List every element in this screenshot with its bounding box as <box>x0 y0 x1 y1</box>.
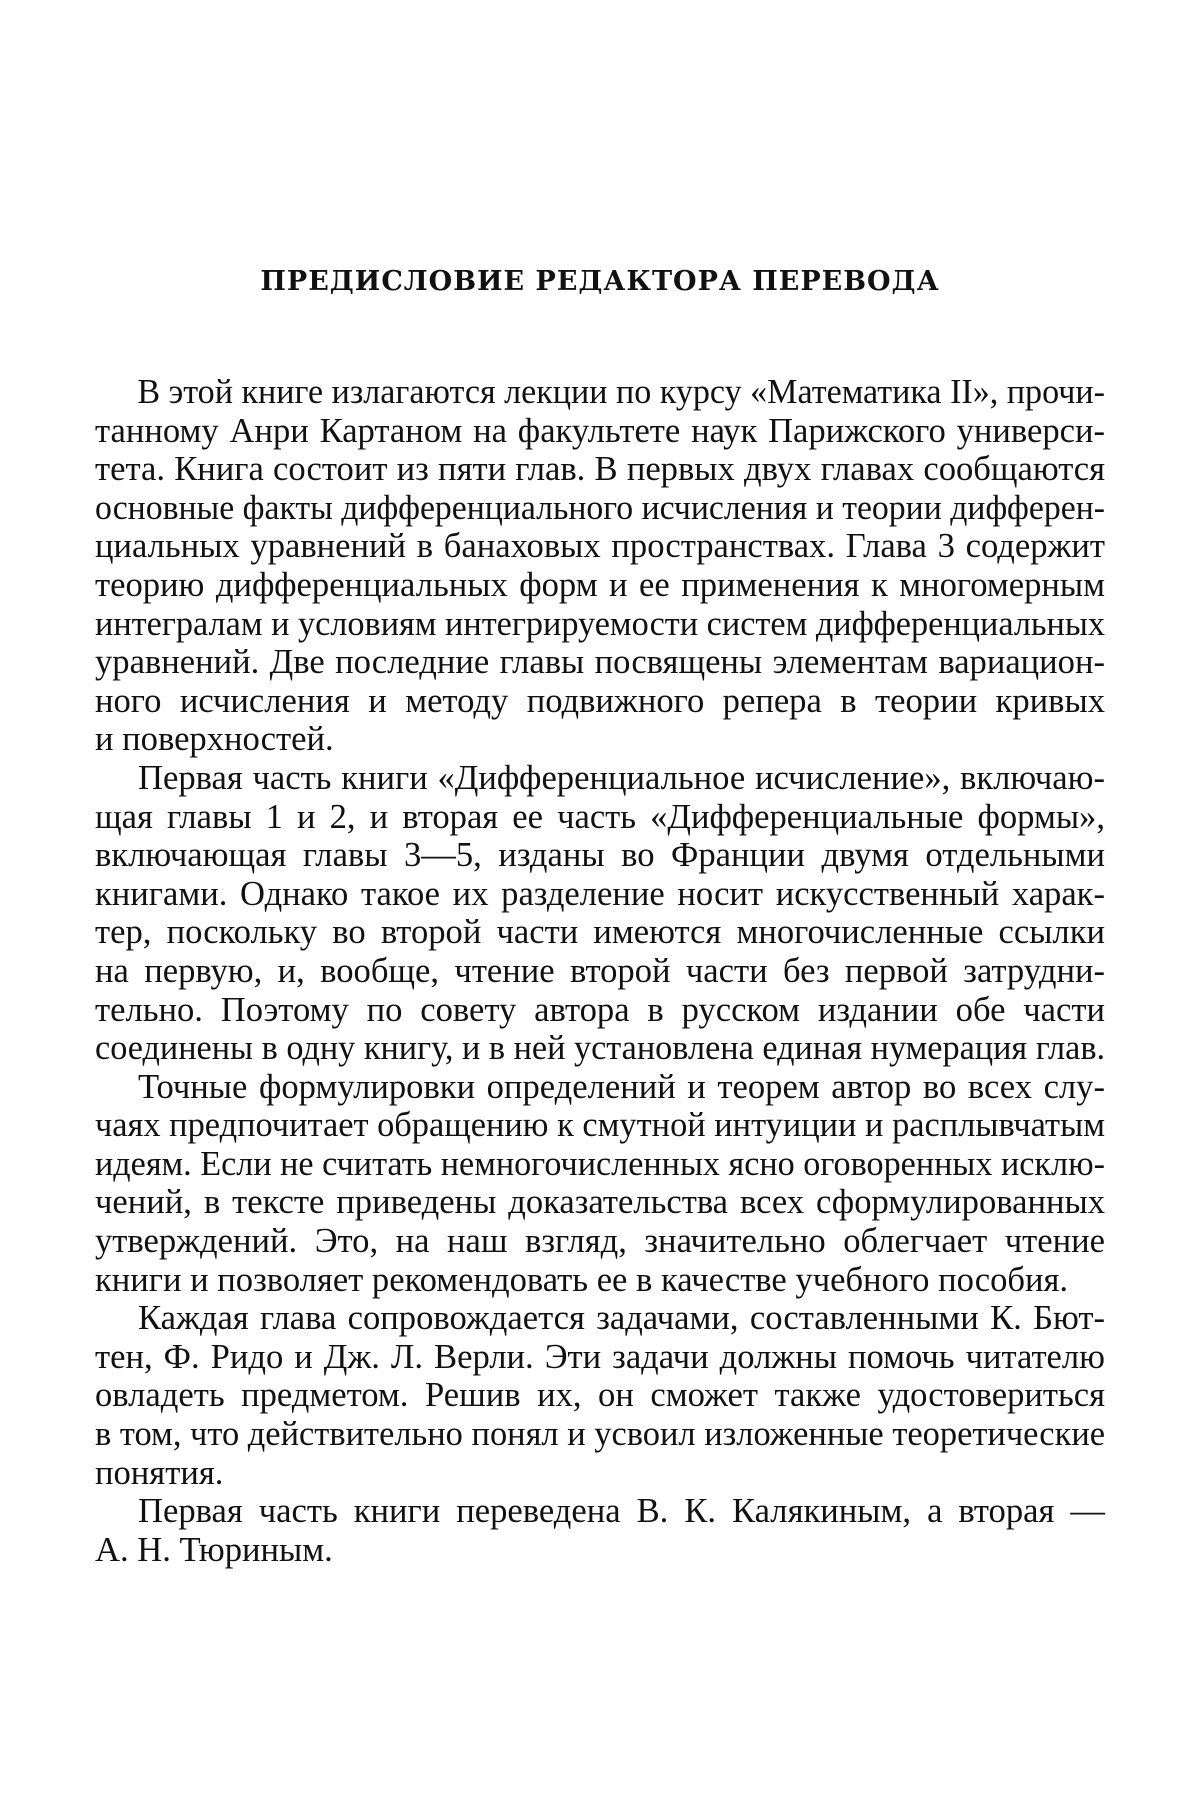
text-line: чений, в тексте приведены доказательства всех сформулированных <box>95 1183 1105 1222</box>
text-line: и поверхностей. <box>95 720 334 759</box>
text-line: овладеть предметом. Решив их, он сможет также удостовериться <box>95 1376 1105 1415</box>
paragraph <box>95 1299 1105 1492</box>
text-line: на первую, и, вообще, чтение второй части без первой затрудни- <box>95 951 1105 990</box>
text-line: ного исчисления и методу подвижного репера в теории кривых <box>95 681 1105 720</box>
text-line: Первая часть книги «Дифференциальное исчисление», включаю- <box>138 758 1105 797</box>
text-line: А. Н. Тюриным. <box>95 1530 333 1569</box>
text-line: книгами. Однако такое их разделение носит искусственный харак- <box>95 874 1105 913</box>
text-line: Точные формулировки определений и теорем автор во всех слу- <box>138 1067 1105 1106</box>
text-line: В этой книге излагаются лекции по курсу «Математика II», прочи- <box>137 373 1105 411</box>
text-line: танному Анри Картаном на факультете наук Парижского универси- <box>95 411 1105 450</box>
document-body <box>95 373 1105 1569</box>
text-line: понятия. <box>95 1453 224 1492</box>
text-line: в том, что действительно понял и усвоил изложенные теоретические <box>95 1415 1106 1454</box>
text-line: книги и позволяет рекомендовать ее в качестве учебного пособия. <box>95 1260 1069 1299</box>
paragraph <box>95 373 1105 759</box>
text-line: соединены в одну книгу, и в ней установлена единая нумерация глав. <box>95 1029 1106 1068</box>
text-line: чаях предпочитает обращению к смутной интуиции и расплывчатым <box>95 1106 1105 1145</box>
text-line: щая главы 1 и 2, и вторая ее часть «Дифференциальные формы», <box>95 797 1105 836</box>
paragraph <box>95 759 1105 1068</box>
text-line: идеям. Если не считать немногочисленных ясно оговоренных исклю- <box>95 1144 1105 1183</box>
text-line: основные факты дифференциального исчисления и теории дифферен- <box>95 488 1106 527</box>
text-line: Первая часть книги переведена В. К. Калякиным, а вторая — <box>138 1492 1105 1531</box>
text-line: тета. Книга состоит из пяти глав. В первых двух главах сообщаются <box>95 450 1105 489</box>
text-line: утверждений. Это, на наш взгляд, значительно облегчает чтение <box>95 1222 1105 1261</box>
paragraph <box>95 1068 1105 1300</box>
text-line: циальных уравнений в банаховых пространствах. Глава 3 содержит <box>95 527 1105 566</box>
text-line: теорию дифференциальных форм и ее применения к многомерным <box>95 565 1105 604</box>
text-line: Каждая глава сопровождается задачами, составленными К. Бют- <box>138 1299 1105 1338</box>
text-line: тер, поскольку во второй части имеются многочисленные ссылки <box>95 913 1105 952</box>
paragraph <box>95 1492 1105 1569</box>
page-title: ПРЕДИСЛОВИЕ РЕДАКТОРА ПЕРЕВОДА <box>260 266 940 297</box>
text-line: тельно. Поэтому по совету автора в русском издании обе части <box>95 990 1105 1029</box>
text-line: включающая главы 3—5, изданы во Франции двумя отдельными <box>95 836 1105 875</box>
text-line: уравнений. Две последние главы посвящены элементам вариацион- <box>95 643 1105 682</box>
text-line: интегралам и условиям интегрируемости систем дифференциальных <box>95 604 1106 643</box>
text-line: тен, Ф. Ридо и Дж. Л. Верли. Эти задачи должны помочь читателю <box>95 1337 1105 1376</box>
